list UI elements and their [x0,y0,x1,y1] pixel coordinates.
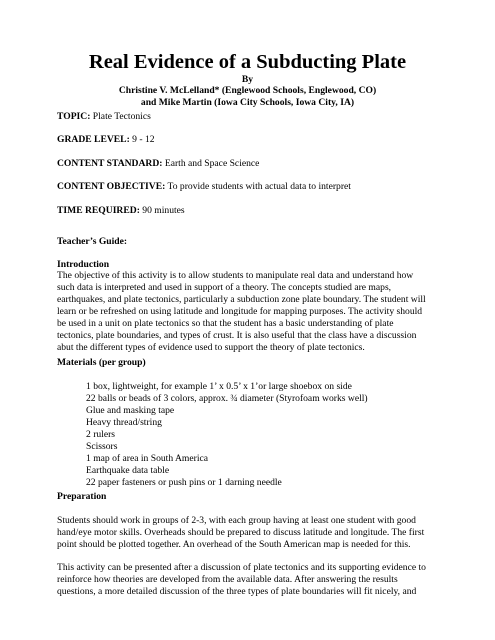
document-title: Real Evidence of a Subducting Plate [88,51,407,73]
field-value: To provide students with actual data to interpret [165,181,351,192]
list-item: 1 map of area in South America [86,453,209,464]
list-item: 1 box, lightweight, for example 1’ x 0.5’ x 1’or large shoebox on side [86,381,352,392]
list-item: 22 paper fasteners or push pins or 1 darning needle [86,477,282,488]
list-item: Scissors [86,441,118,452]
field-label: TIME REQUIRED: [57,205,140,216]
paragraph-line: earthquakes, and plate tectonics, particularly a subduction zone plate boundary. The student will [57,294,426,305]
paragraph-line: tectonics, plate boundaries, and types of crust. It is also useful that the class have a discussion [57,330,417,341]
field-label: CONTENT OBJECTIVE: [57,181,166,192]
field-content-standard [57,158,259,170]
introduction-heading: Introduction [57,259,110,270]
field-grade-level [57,134,155,146]
paragraph-line: learn or be refreshed on using latitude and longitude for mapping purposes. The activity should [57,306,423,317]
paragraph-line: such data is interpreted and used in support of a theory. The concepts studied are maps, [57,282,392,293]
paragraph-line: questions, a more detailed discussion of the three types of plate boundaries will fit nicely, and [57,586,417,597]
authors-line-1: Christine V. McLelland* (Englewood Schools, Englewood, CO) [118,85,377,96]
list-item: Heavy thread/string [86,417,162,428]
field-content-objective [57,181,351,193]
byline-label: By [241,74,254,85]
preparation-paragraph-1 [57,515,447,551]
field-label: GRADE LEVEL: [57,134,130,145]
paragraph-line: Students should work in groups of 2-3, with each group having at least one student with good [57,515,416,526]
field-value: Earth and Space Science [162,158,260,169]
field-value: 90 minutes [139,205,185,216]
paragraph-line: point should be plotted together. An overhead of the South American map is needed for this. [57,539,411,550]
field-topic [57,111,151,123]
field-label: TOPIC: [57,111,91,122]
paragraph-line: This activity can be presented after a discussion of plate tectonics and its supporting evidence to [57,562,426,573]
materials-heading: Materials (per group) [57,357,146,368]
materials-list [86,381,368,489]
paragraph-line: The objective of this activity is to allow students to manipulate real data and understand how [57,270,414,281]
introduction-paragraph [57,270,447,354]
list-item: Earthquake data table [86,465,170,476]
paragraph-line: abut the different types of evidence used to support the theory of plate tectonics. [57,342,365,353]
teachers-guide-heading: Teacher’s Guide: [57,236,128,247]
preparation-heading: Preparation [57,491,107,502]
field-time-required [57,205,185,217]
paragraph-line: be used in a unit on plate tectonics so that the student has a basic understanding of plate [57,318,394,329]
list-item: 22 balls or beads of 3 colors, approx. ¾ diameter (Styrofoam works well) [86,393,368,404]
paragraph-line: reinforce how theories are developed from the available data. After answering the results [57,574,398,585]
field-label: CONTENT STANDARD: [57,158,163,169]
list-item: Glue and masking tape [86,405,175,416]
list-item: 2 rulers [86,429,116,440]
paragraph-line: hand/eye motor skills. Overheads should be prepared to discuss latitude and longitude. The first [57,527,425,538]
field-value: Plate Tectonics [90,111,151,122]
preparation-paragraph-2 [57,562,447,598]
authors-line-2: and Mike Martin (Iowa City Schools, Iowa City, IA) [140,97,355,108]
field-value: 9 - 12 [129,134,155,145]
